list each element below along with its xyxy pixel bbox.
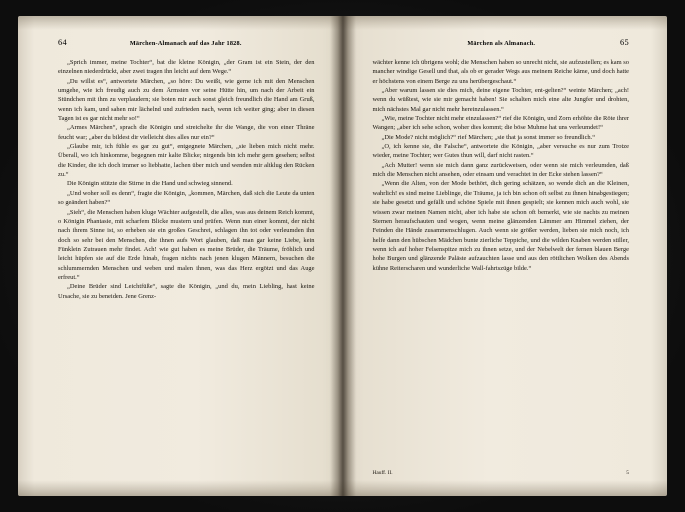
open-book-spread <box>18 16 667 496</box>
paragraph: „Glaube mir, ich fühle es gar zu gut“, entgegnete Märchen, „sie lieben mich nicht mehr. Überall, wo ich hinkomme, begegnen mir kalte Blicke; nirgends bin ich mehr gern gesehen; selbst die Kinder, die ich doch immer so liebhatte, lachen über mich und wenden mir altklug den Rücken zu.“ <box>58 143 315 179</box>
paragraph: „Sprich immer, meine Tochter“, bat die kleine Königin, „der Gram ist ein Stein, der den einzelnen niederdrückt, aber zwei tragen ihn leicht auf dem Wege.“ <box>58 59 315 76</box>
signature-mark: Hauff. II. <box>372 470 393 476</box>
page-left <box>18 16 343 496</box>
paragraph: „Sieh“, die Menschen haben kluge Wächter aufgestellt, die alles, was aus deinem Reich kommt, o Königin Phantasie, mit scharfem Blicke mustern und prüfen. Wenn nun einer kommt, der nicht nach ihrem Sinne ist, so erheben sie ein großes Geschrei, schlagen ihn tot oder verleumden ihn doch so sehr bei den Menschen, die ihnen aufs Wort glauben, daß man gar keine Liebe, kein Fünklein Zutrauen mehr findet. Ach! wie gut haben es meine Brüder, die Träume, fröhlich und leicht hüpfen sie auf die Erde hinab, fragen nichts nach jenen klugen Männern, besuchen die schlummernden Menschen und weben und malen ihnen, was das Herz ergötzt und das Auge erfreut.“ <box>58 208 315 281</box>
left-page-top-shadow <box>18 16 343 30</box>
right-folio: 65 <box>620 38 629 47</box>
page-right <box>343 16 668 496</box>
right-running-title: Märchen als Almanach. <box>467 40 536 47</box>
left-page-bottom-shadow <box>18 480 343 496</box>
right-page-top-shadow <box>343 16 668 30</box>
paragraph: „O, ich kenne sie, die Falsche“, antwortete die Königin, „aber versuche es nur zum Trotze wieder, meine Tochter; wer Gutes thun will, darf nicht rasten.“ <box>372 143 629 160</box>
sheet-number: 5 <box>626 470 629 476</box>
right-textblock <box>373 38 630 478</box>
paragraph: „Wie, meine Tochter nicht mehr einzulassen?“ rief die Königin, und Zorn erhöhte die Röte ihrer Wangen; „aber ich sehe schon, woher dies kommt; die böse Muhme hat uns verleumdet!“ <box>372 115 629 132</box>
paragraph: „Und woher soll es denn“, fragte die Königin, „kommen, Märchen, daß sich die Leute da unten so geändert haben?“ <box>58 189 315 207</box>
left-folio: 64 <box>58 38 67 47</box>
left-running-head <box>58 38 315 47</box>
left-body-text <box>58 58 315 301</box>
paragraph: „Ach Mutter! wenn sie mich dann ganz zurückweisen, oder wenn sie mich verleumden, daß mich die Menschen nicht ansehen, oder einsam und verachtet in der Ecke stehen lassen?“ <box>372 161 629 179</box>
paragraph: Die Königin stützte die Stirne in die Hand und schwieg sinnend. <box>67 180 233 188</box>
right-page-footline <box>373 470 630 476</box>
right-page-bottom-shadow <box>343 480 668 496</box>
left-textblock <box>58 38 315 478</box>
left-running-title: Märchen-Almanach auf das Jahr 1828. <box>129 40 242 47</box>
right-body-text <box>373 58 630 273</box>
paragraph: „Armes Märchen“, sprach die Königin und streichelte ihr die Wange, die von einer Thräne feucht war; „aber du bildest dir vielleicht dies alles nur ein?“ <box>58 124 315 141</box>
paragraph: „Deine Brüder sind Leichtfüße“, sagte die Königin, „und du, mein Liebling, hast keine Ursache, sie zu beneiden. Jene Grenz- <box>58 283 315 300</box>
paragraph: „Die Mode? nicht möglich?“ rief Märchen; „sie that ja sonst immer so freundlich.“ <box>381 133 596 141</box>
paragraph: „Aber warum lassen sie dies mich, deine eigene Tochter, ent-gelten?“ weinte Märchen; „ach! wenn du wüßtest, wie sie mir gemacht haben! Sie schalten mich eine alte Jungfer und drohten, mich nächstes Mal gar nicht mehr hereinzulassen.“ <box>372 87 629 113</box>
paragraph: „Wenn die Alten, von der Mode bethört, dich gering schätzen, so wende dich an die Kleinen, wahrlich! es sind meine Lieblinge, die Träume, ja ich bin schon oft selbst zu ihnen hinabgestiegen; sie habe gesetzt und gefällt und schöne Spiele mit ihnen gespielt; sie kennen mich auch wohl, sie wissen zwar meinen Namen nicht, aber ich habe sie schon oft bemerkt, wie sie nachts zu meinen Sternen heraufschauten und wogen, wenn meine glänzenden Lämmer am Himmel ziehen, der Feinden die Hände zusammenschlugen. Auch wenn sie größer werden, lieben sie mich noch, ich helfe dann den hübschen Mädchen bunte zierliche Teppiche, und die wilden Knaben werden stiller, wenn ich auf hoher Felsenspitze mich zu ihnen setze, und der Nebelwelt der fernen blauen Berge hohe Burgen und glänzende Paläste aufzauchten lasse und aus den röttlichen Wolken des Abends kühne Reiterscharen und wunderliche Wall-fahrtszüge bilde.“ <box>372 180 629 272</box>
paragraph: „Du willst es“, antwortete Märchen, „so höre: Du weißt, wie gerne ich mit den Menschen umgehe, wie ich freudig auch zu dem Ärmsten vor seine Hütte hin, um nach der Arbeit ein Stündchen mit ihm zu verplaudern; sie boten mir auch sonst gleich freundlich die Hand am Gruß, wenn ich kam, und sahen mir lächelnd und zufrieden nach, wenn ich weiter ging; aber in diesen Tagen ist es gar nicht mehr so!“ <box>58 77 315 123</box>
paragraph: wächter kenne ich übrigens wohl; die Menschen haben so unrecht nicht, sie aufzustellen; es kam so mancher windige Gesell und that, als ob er gerader Wegs aus meinem Reiche käme, und doch hatte er höchstens von einem Berge zu uns herübergeschaut.“ <box>372 59 629 85</box>
right-running-head <box>373 38 630 47</box>
